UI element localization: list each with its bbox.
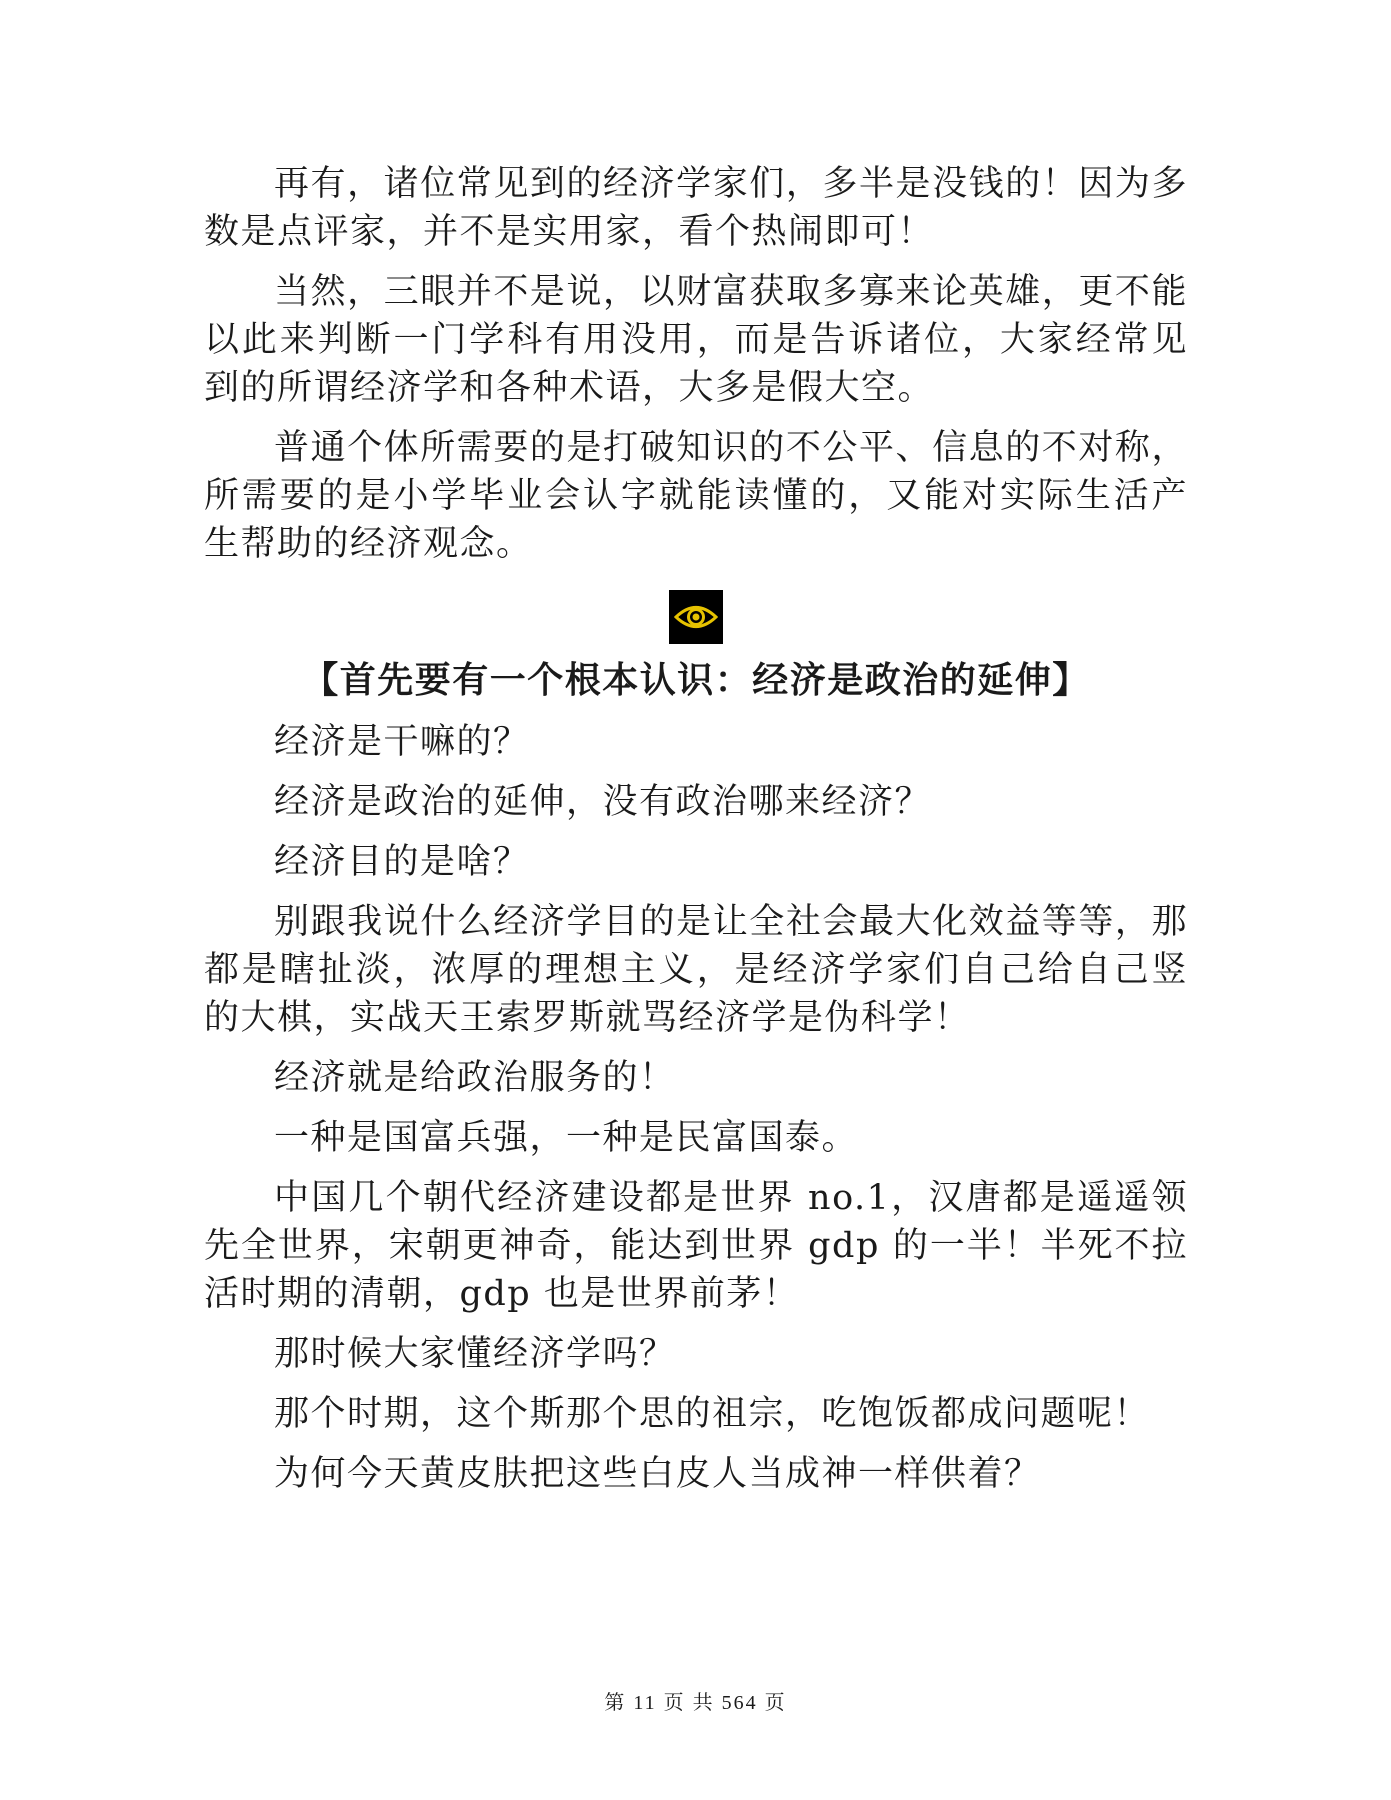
paragraph: 别跟我说什么经济学目的是让全社会最大化效益等等，那都是瞎扯淡，浓厚的理想主义，是经济学家们自己给自己竖的大棋，实战天王索罗斯就骂经济学是伪科学！ bbox=[204, 902, 1188, 1038]
paragraph: 经济目的是啥？ bbox=[274, 842, 530, 882]
paragraph: 经济就是给政治服务的！ bbox=[274, 1058, 676, 1098]
document-body bbox=[204, 160, 1188, 1510]
paragraph: 当然，三眼并不是说，以财富获取多寡来论英雄，更不能以此来判断一门学科有用没用，而是告诉诸位，大家经常见到的所谓经济学和各种术语，大多是假大空。 bbox=[204, 272, 1188, 408]
paragraph: 那时候大家懂经济学吗？ bbox=[274, 1334, 676, 1374]
paragraph: 为何今天黄皮肤把这些白皮人当成神一样供着？ bbox=[274, 1454, 1041, 1494]
paragraph: 那个时期，这个斯那个思的祖宗，吃饱饭都成问题呢！ bbox=[274, 1394, 1151, 1434]
paragraph: 经济是政治的延伸，没有政治哪来经济？ bbox=[274, 782, 932, 822]
section-heading: 【首先要有一个根本认识：经济是政治的延伸】 bbox=[302, 659, 1090, 701]
section-divider bbox=[204, 590, 1188, 644]
eye-icon bbox=[669, 590, 723, 644]
paragraph: 一种是国富兵强，一种是民富国泰。 bbox=[274, 1118, 859, 1158]
page-number: 第 11 页 共 564 页 bbox=[604, 1692, 787, 1714]
paragraph: 普通个体所需要的是打破知识的不公平、信息的不对称，所需要的是小学毕业会认字就能读懂的，又能对实际生活产生帮助的经济观念。 bbox=[204, 428, 1188, 564]
paragraph: 再有，诸位常见到的经济学家们，多半是没钱的！因为多数是点评家，并不是实用家，看个热闹即可！ bbox=[204, 164, 1188, 252]
paragraph: 中国几个朝代经济建设都是世界 no.1，汉唐都是遥遥领先全世界，宋朝更神奇，能达到世界 gdp 的一半！半死不拉活时期的清朝，gdp 也是世界前茅！ bbox=[204, 1178, 1188, 1314]
eye-icon-graphic bbox=[674, 602, 718, 632]
paragraph: 经济是干嘛的？ bbox=[274, 722, 530, 762]
